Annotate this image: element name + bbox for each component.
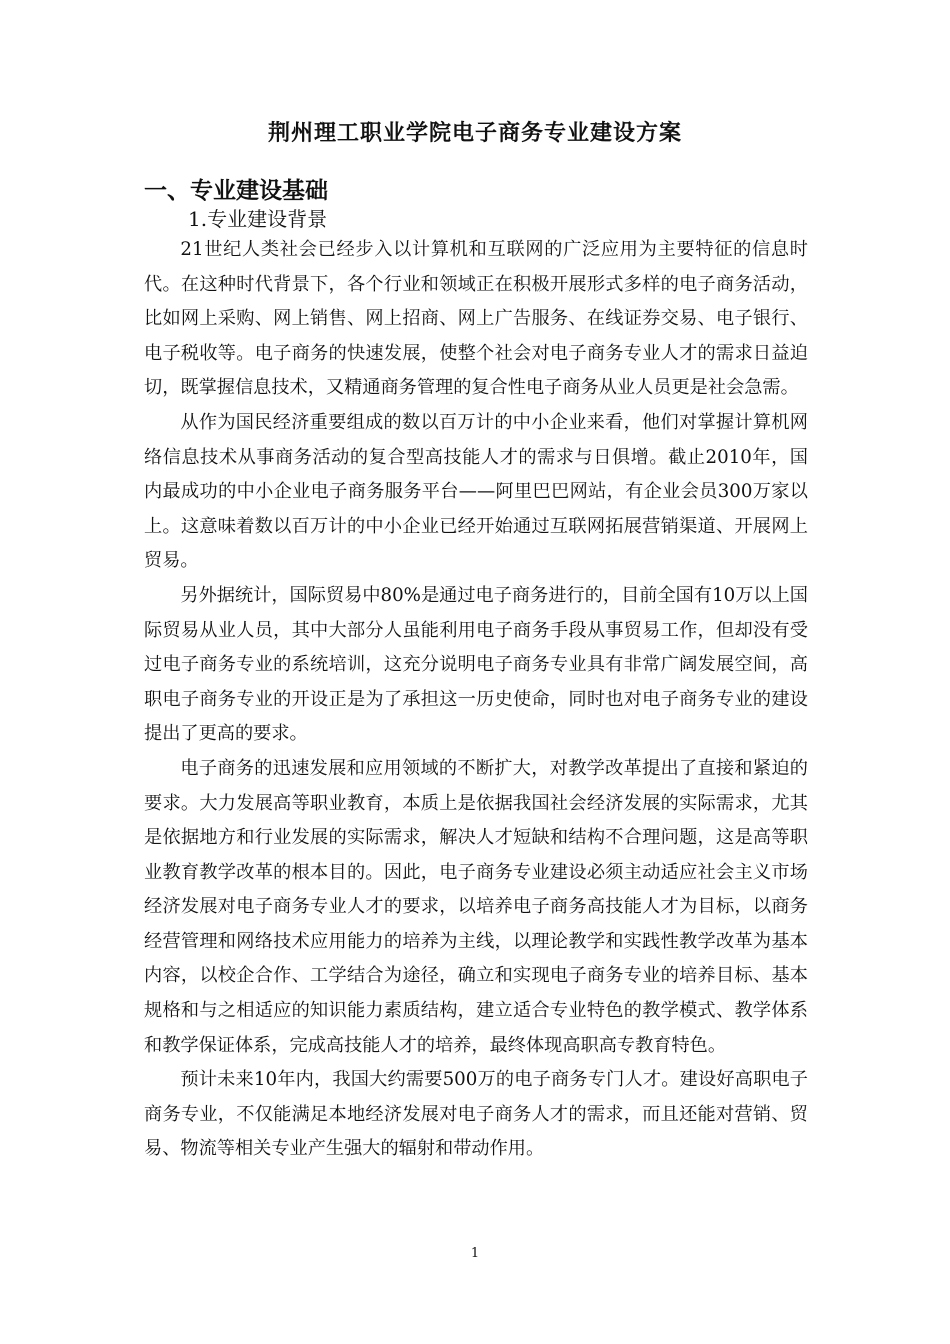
paragraph: 电子商务的迅速发展和应用领域的不断扩大，对教学改革提出了直接和紧迫的要求。大力发展高等职业教育，本质上是依据我国社会经济发展的实际需求，尤其是依据地方和行业发展的实际需求，解决人才短缺和结构不合理问题，这是高等职业教育教学改革的根本目的。因此，电子商务专业建设必须主动适应社会主义市场经济发展对电子商务专业人才的要求，以培养电子商务高技能人才为目标，以商务经营管理和网络技术应用能力的培养为主线，以理论教学和实践性教学改革为基本内容，以校企合作、工学结合为途径，确立和实现电子商务专业的培养目标、基本规格和与之相适应的知识能力素质结构，建立适合专业特色的教学模式、教学体系和教学保证体系，完成高技能人才的培养，最终体现高职高专教育特色。 <box>144 757 808 1056</box>
page-number: 1 <box>470 1246 480 1261</box>
paragraph: 21世纪人类社会已经步入以计算机和互联网的广泛应用为主要特征的信息时代。在这种时代背景下，各个行业和领域正在积极开展形式多样的电子商务活动，比如网上采购、网上销售、网上招商、网上广告服务、在线证券交易、电子银行、电子税收等。电子商务的快速发展，使整个社会对电子商务专业人才的需求日益迫切，既掌握信息技术，又精通商务管理的复合性电子商务从业人员更是社会急需。 <box>144 239 808 399</box>
paragraph: 从作为国民经济重要组成的数以百万计的中小企业来看，他们对掌握计算机网络信息技术从事商务活动的复合型高技能人才的需求与日俱增。截止2010年，国内最成功的中小企业电子商务服务平台——阿里巴巴网站，有企业会员300万家以上。这意味着数以百万计的中小企业已经开始通过互联网拓展营销渠道、开展网上贸易。 <box>144 411 808 572</box>
sub-heading: 1.专业建设背景 <box>188 207 328 231</box>
paragraph: 预计未来10年内，我国大约需要500万的电子商务专门人才。建设好高职电子商务专业，不仅能满足本地经济发展对电子商务人才的需求，而且还能对营销、贸易、物流等相关专业产生强大的辐射和带动作用。 <box>144 1069 808 1160</box>
document-title: 荆州理工职业学院电子商务专业建设方案 <box>267 121 682 146</box>
section-heading: 一、专业建设基础 <box>144 178 328 204</box>
body-text <box>144 233 808 1167</box>
paragraph: 另外据统计，国际贸易中80%是通过电子商务进行的，目前全国有10万以上国际贸易从业人员，其中大部分人虽能利用电子商务手段从事贸易工作，但却没有受过电子商务专业的系统培训，这充分说明电子商务专业具有非常广阔发展空间，高职电子商务专业的开设正是为了承担这一历史使命，同时也对电子商务专业的建设提出了更高的要求。 <box>144 584 808 745</box>
